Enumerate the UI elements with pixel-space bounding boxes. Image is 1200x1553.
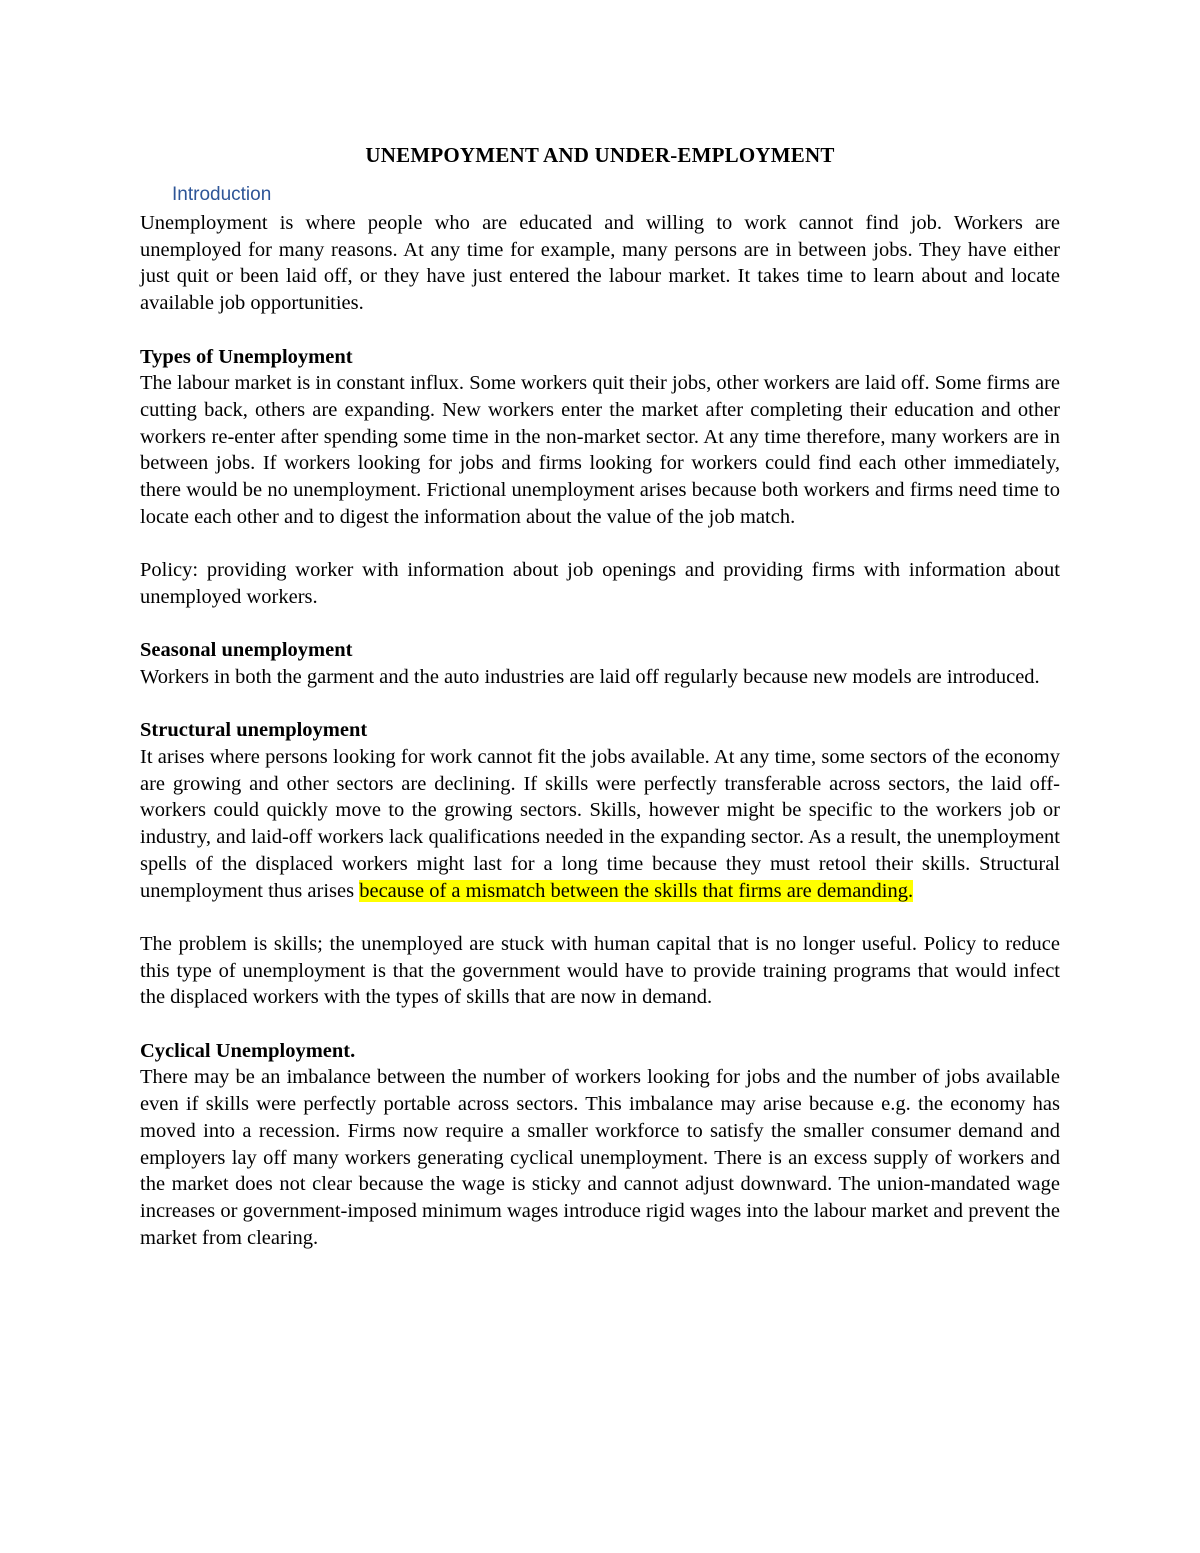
spacer: [140, 1011, 1060, 1038]
spacer: [140, 691, 1060, 718]
spacer: [140, 611, 1060, 638]
document-title: UNEMPOYMENT AND UNDER-EMPLOYMENT: [365, 143, 835, 167]
problem-paragraph: The problem is skills; the unemployed are stuck with human capital that is no longer useful. Policy to reduce this type of unemployment is that the government would have to provide training programs that would infect the displaced workers with the types of skills that are now in demand.: [140, 932, 1060, 1009]
structural-heading: Structural unemployment: [140, 719, 368, 742]
structural-text: It arises where persons looking for work cannot fit the jobs available. At any time, some sectors of the economy are growing and other sectors are declining. If skills were perfectly transferable across sectors, the laid off-workers could quickly move to the growing sectors. Skills, however might be specific to the workers job or industry, and laid-off workers lack qualifications needed in the expanding sector. As a result, the unemployment spells of the displaced workers might last for a long time because they must retool their skills. Structural unemployment thus arises: [140, 746, 1060, 902]
highlighted-text: because of a mismatch between the skills that firms are demanding.: [359, 879, 914, 902]
types-heading: Types of Unemployment: [140, 345, 353, 368]
spacer: [140, 530, 1060, 557]
intro-paragraph: Unemployment is where people who are educated and willing to work cannot find job. Workers are unemployed for many reasons. At any time for example, many persons are in between jobs. They have either just quit or been laid off, or they have just entered the labour market. It takes time to learn about and locate available job opportunities.: [140, 212, 1060, 315]
types-paragraph: The labour market is in constant influx. Some workers quit their jobs, other workers are laid off. Some firms are cutting back, others are expanding. New workers enter the market after completing their education and other workers re-enter after spending some time in the non-market sector. At any time therefore, many workers are in between jobs. If workers looking for jobs and firms looking for workers could find each other immediately, there would be no unemployment. Frictional unemployment arises because both workers and firms need time to locate each other and to digest the information about the value of the job match.: [140, 372, 1060, 528]
cyclical-paragraph: There may be an imbalance between the number of workers looking for jobs and the number of jobs available even if skills were perfectly portable across sectors. This imbalance may arise because e.g. the economy has moved into a recession. Firms now require a smaller workforce to satisfy the smaller consumer demand and employers lay off many workers generating cyclical unemployment. There is an excess supply of workers and the market does not clear because the wage is sticky and cannot adjust downward. The union-mandated wage increases or government-imposed minimum wages introduce rigid wages into the labour market and prevent the market from clearing.: [140, 1066, 1060, 1249]
seasonal-paragraph: Workers in both the garment and the auto industries are laid off regularly because new models are introduced.: [140, 665, 1040, 688]
policy-paragraph: Policy: providing worker with information about job openings and providing firms with information about unemployed workers.: [140, 559, 1060, 608]
cyclical-heading: Cyclical Unemployment.: [140, 1039, 356, 1062]
spacer: [140, 317, 1060, 344]
structural-paragraph: [140, 744, 1060, 904]
intro-heading: Introduction: [172, 184, 272, 205]
seasonal-heading: Seasonal unemployment: [140, 639, 353, 662]
spacer: [140, 904, 1060, 931]
document-page: [140, 140, 1060, 1251]
